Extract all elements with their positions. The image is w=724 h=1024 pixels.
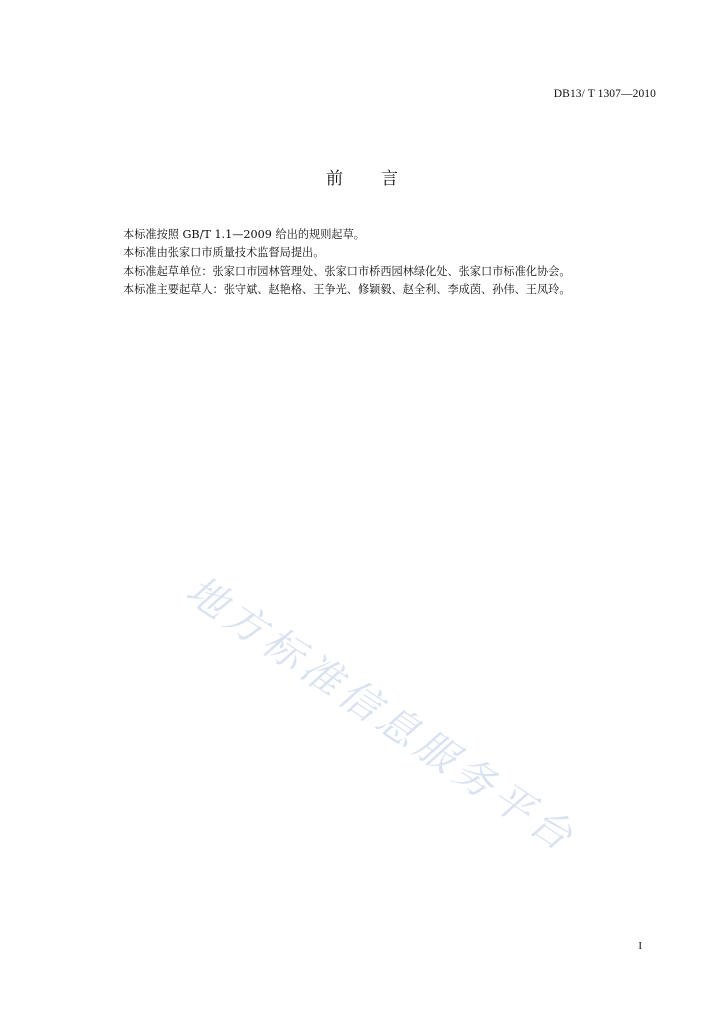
title-char-1: 前 <box>326 169 343 189</box>
standard-code: DB13/ T 1307—2010 <box>553 88 656 100</box>
paragraph-drafters: 本标准主要起草人：张守斌、赵艳格、王争光、修颖毅、赵全利、李成茵、孙伟、王凤玲。 <box>123 282 571 296</box>
title-char-2: 言 <box>381 169 398 189</box>
watermark: 地方标准信息服务平台 <box>177 567 585 863</box>
page-title <box>0 164 724 189</box>
paragraph-drafting-units: 本标准起草单位：张家口市园林管理处、张家口市桥西园林绿化处、张家口市标准化协会。 <box>123 264 571 278</box>
foreword-body <box>123 226 663 299</box>
page-number: I <box>638 940 642 952</box>
paragraph-drafting-rules: 本标准按照 GB/T 1.1—2009 给出的规则起草。 <box>123 228 365 241</box>
paragraph-proposed-by: 本标准由张家口市质量技术监督局提出。 <box>123 246 325 260</box>
